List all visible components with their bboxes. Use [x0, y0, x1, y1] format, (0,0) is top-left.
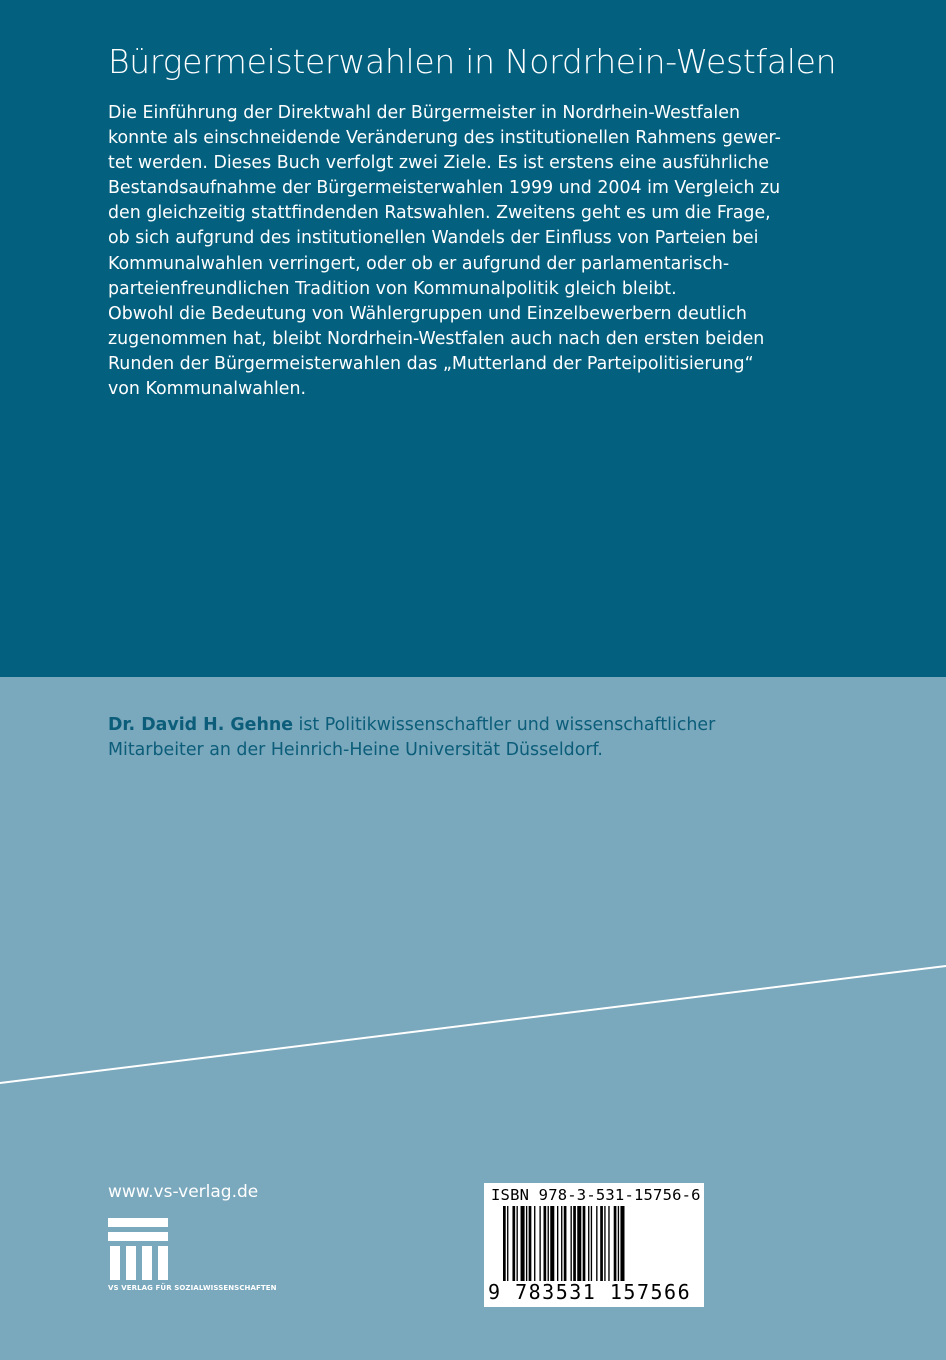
- diagonal-divider-line: [0, 960, 946, 1090]
- blurb-line: Bestandsaufnahme der Bürgermeisterwahlen 1999 und 2004 im Vergleich zu: [108, 178, 781, 199]
- blurb-line: Die Einführung der Direktwahl der Bürgermeister in Nordrhein-Westfalen: [108, 103, 740, 123]
- publisher-url[interactable]: www.vs-verlag.de: [108, 1182, 259, 1202]
- publisher-name: VS VERLAG FÜR SOZIALWISSENSCHAFTEN: [108, 1284, 277, 1292]
- ean-number: 9 783531 157566: [488, 1280, 692, 1304]
- blurb-line: konnte als einschneidende Veränderung des institutionellen Rahmens gewer-: [108, 128, 781, 149]
- author-bio-text: ist Politikwissenschaftler und wissenschaftlicher: [293, 715, 716, 735]
- description-text: [108, 101, 838, 402]
- blurb-line: ob sich aufgrund des institutionellen Wandels der Einfluss von Parteien bei: [108, 228, 759, 249]
- isbn-barcode: [484, 1183, 704, 1307]
- author-bio: [108, 713, 838, 763]
- blurb-line: tet werden. Dieses Buch verfolgt zwei Ziele. Es ist erstens eine ausführliche: [108, 153, 769, 174]
- isbn-label: ISBN 978-3-531-15756-6: [491, 1186, 701, 1204]
- author-name: Dr. David H. Gehne: [108, 715, 294, 735]
- publisher-logo-icon: [108, 1218, 168, 1280]
- blurb-line: den gleichzeitig stattfindenden Ratswahlen. Zweitens geht es um die Frage,: [108, 203, 771, 224]
- blurb-line: Kommunalwahlen verringert, oder ob er aufgrund der parlamentarisch-: [108, 253, 730, 274]
- barcode-bars-icon: [503, 1206, 693, 1281]
- blurb-line: von Kommunalwahlen.: [108, 379, 307, 400]
- blurb-line: Runden der Bürgermeisterwahlen das „Mutterland der Parteipolitisierung“: [108, 353, 754, 374]
- blurb-line: zugenommen hat, bleibt Nordrhein-Westfalen auch nach den ersten beiden: [108, 328, 765, 349]
- author-bio-line: Mitarbeiter an der Heinrich-Heine Universität Düsseldorf.: [108, 740, 603, 761]
- blurb-line: parteienfreundlichen Tradition von Kommunalpolitik gleich bleibt.: [108, 278, 677, 299]
- author-bio-line: [108, 713, 838, 738]
- book-title: Bürgermeisterwahlen in Nordrhein-Westfalen: [108, 42, 837, 81]
- blurb-line: Obwohl die Bedeutung von Wählergruppen und Einzelbewerbern deutlich: [108, 303, 747, 324]
